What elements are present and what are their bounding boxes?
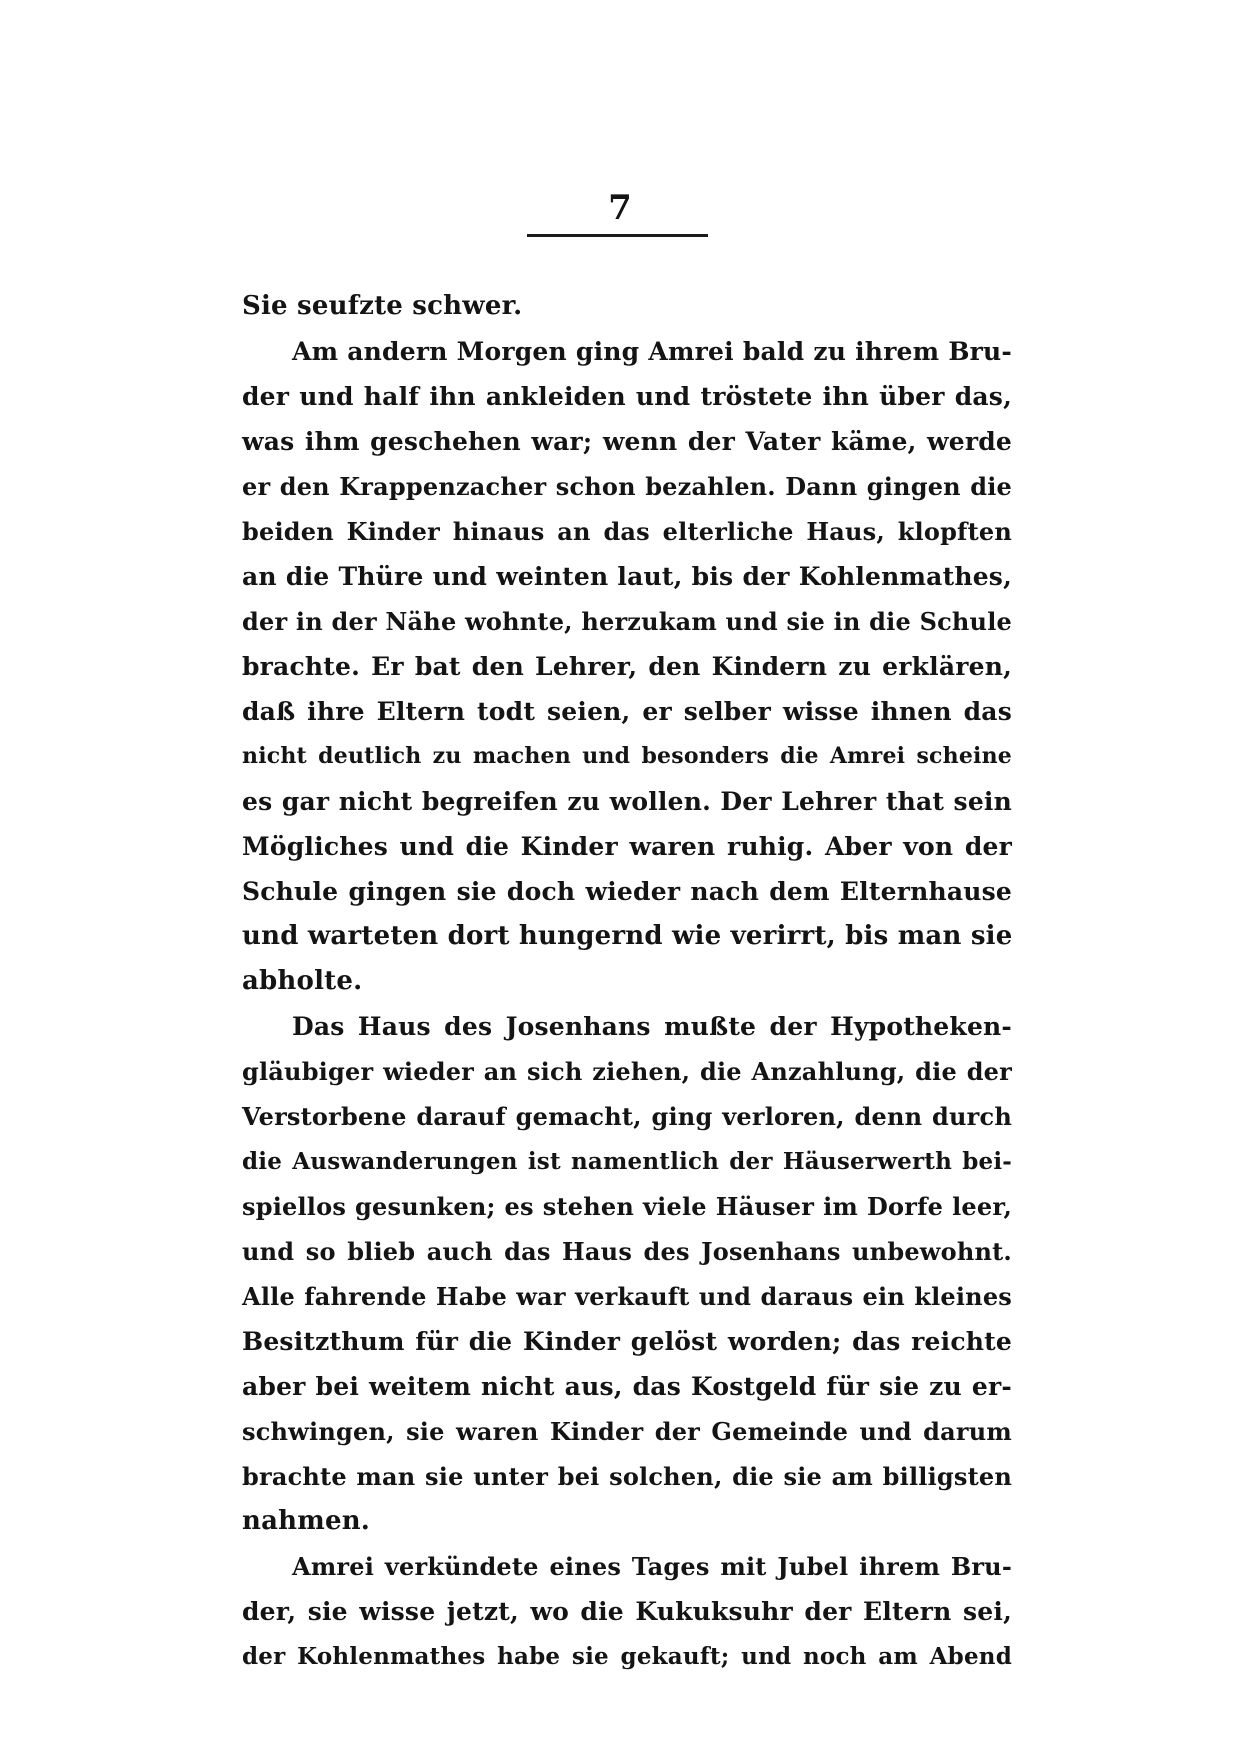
text-line: abholte.: [242, 966, 363, 996]
text-line: daß ihre Eltern todt seien, er selber wisse ihnen das: [242, 697, 1012, 726]
page-number: 7: [608, 188, 632, 228]
text-line: und warteten dort hungernd wie verirrt, bis man sie: [242, 921, 1013, 951]
text-line: Das Haus des Josenhans mußte der Hypotheken-: [292, 1012, 1012, 1041]
text-line: er den Krappenzacher schon bezahlen. Dann gingen die: [242, 472, 1012, 501]
text-line: der in der Nähe wohnte, herzukam und sie in die Schule: [242, 607, 1012, 636]
text-line: Amrei verkündete eines Tages mit Jubel ihrem Bru-: [292, 1552, 1012, 1581]
text-line: der und half ihn ankleiden und tröstete ihn über das,: [242, 382, 1012, 411]
text-line: brachte. Er bat den Lehrer, den Kindern zu erklären,: [242, 652, 1012, 681]
text-line: Am andern Morgen ging Amrei bald zu ihrem Bru-: [292, 337, 1012, 366]
text-line: die Auswanderungen ist namentlich der Häuserwerth bei-: [242, 1148, 1012, 1175]
text-line: brachte man sie unter bei solchen, die sie am billigsten: [242, 1462, 1012, 1491]
text-line: Alle fahrende Habe war verkauft und daraus ein kleines: [242, 1282, 1012, 1311]
text-line: der, sie wisse jetzt, wo die Kukuksuhr der Eltern sei,: [242, 1597, 1012, 1626]
text-line: Mögliches und die Kinder waren ruhig. Aber von der: [242, 832, 1012, 861]
text-line: gläubiger wieder an sich ziehen, die Anzahlung, die der: [242, 1057, 1012, 1086]
text-line: was ihm geschehen war; wenn der Vater käme, werde: [242, 427, 1012, 456]
text-line: schwingen, sie waren Kinder der Gemeinde und darum: [242, 1417, 1012, 1446]
text-line: nicht deutlich zu machen und besonders die Amrei scheine: [242, 743, 1012, 769]
text-line: Besitzthum für die Kinder gelöst worden; das reichte: [242, 1327, 1012, 1356]
text-line: der Kohlenmathes habe sie gekauft; und noch am Abend: [242, 1643, 1012, 1670]
text-line: es gar nicht begreifen zu wollen. Der Lehrer that sein: [242, 787, 1012, 816]
text-line: aber bei weitem nicht aus, das Kostgeld für sie zu er-: [242, 1372, 1012, 1401]
body-text: [242, 284, 1012, 1679]
text-line: und so blieb auch das Haus des Josenhans unbewohnt.: [242, 1237, 1012, 1266]
text-line: Verstorbene darauf gemacht, ging verloren, denn durch: [242, 1102, 1012, 1131]
text-line: nahmen.: [242, 1506, 371, 1536]
text-line: Schule gingen sie doch wieder nach dem Elternhause: [242, 877, 1012, 906]
text-line: spiellos gesunken; es stehen viele Häuser im Dorfe leer,: [242, 1192, 1012, 1221]
text-line: Sie seufzte schwer.: [242, 291, 523, 321]
text-line: an die Thüre und weinten laut, bis der Kohlenmathes,: [242, 562, 1012, 591]
page-number-rule: [527, 234, 708, 237]
text-line: beiden Kinder hinaus an das elterliche Haus, klopften: [242, 517, 1012, 546]
